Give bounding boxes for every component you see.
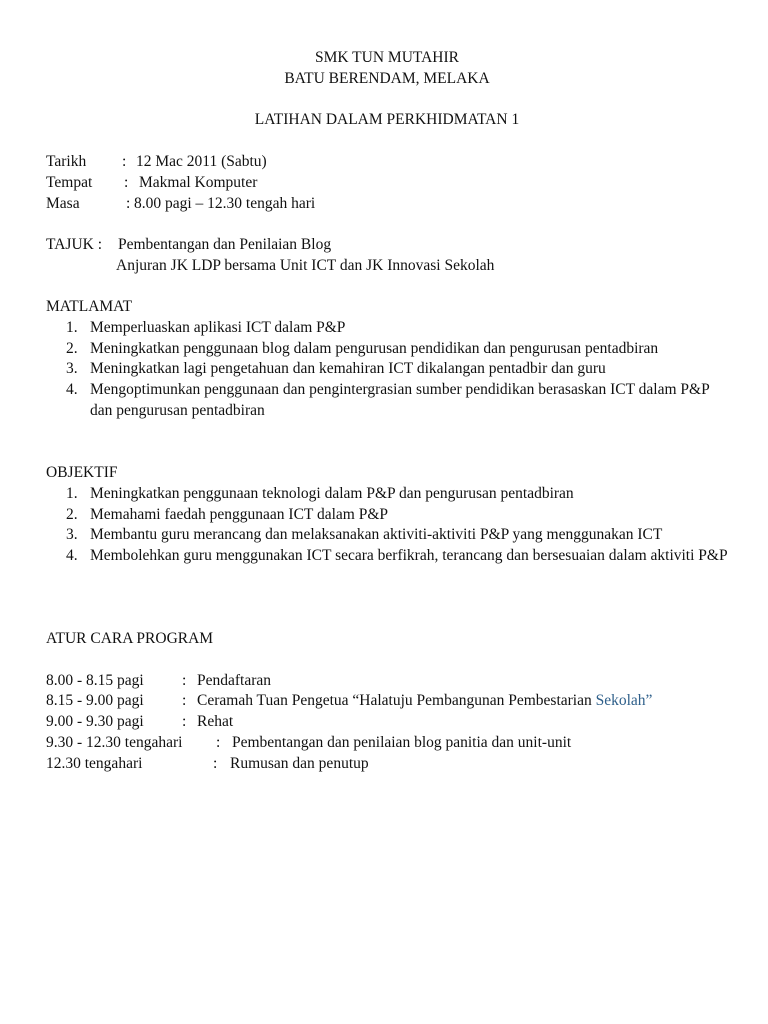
detail-separator: : xyxy=(126,194,131,212)
tajuk-line-1 xyxy=(46,235,728,256)
program-time: 12.30 tengahari xyxy=(46,754,143,772)
program-activity-text: Ceramah Tuan Pengetua “Halatuju Pembangunan Pembestarian xyxy=(197,692,596,710)
list-number: 1. xyxy=(66,484,78,502)
document-header xyxy=(46,48,728,131)
detail-label: Masa xyxy=(46,194,80,212)
program-separator: : xyxy=(182,671,187,689)
list-number: 4. xyxy=(66,381,78,399)
list-text: Mengoptimunkan penggunaan dan pengintergrasian sumber pendidikan berasaskan ICT dalam P&P dan pengurusan pentadbiran xyxy=(90,381,710,419)
list-item xyxy=(46,505,728,526)
school-name: SMK TUN MUTAHIR xyxy=(314,49,459,66)
detail-label: Tarikh xyxy=(46,153,87,170)
list-number: 2. xyxy=(66,339,78,357)
list-text: Membolehkan guru menggunakan ICT secara berfikrah, terancang dan bersesuaian dalam aktiviti P&P xyxy=(90,547,728,565)
program-row xyxy=(46,691,728,712)
tajuk-line-2 xyxy=(46,256,728,277)
program-row xyxy=(46,733,728,754)
detail-row-place xyxy=(46,173,728,194)
detail-row-time xyxy=(46,194,728,215)
list-item xyxy=(46,546,728,567)
matlamat-list xyxy=(46,318,728,422)
spacer xyxy=(46,650,728,671)
detail-value: 12 Mac 2011 (Sabtu) xyxy=(136,153,267,170)
objektif-heading: OBJEKTIF xyxy=(46,464,118,481)
program-activity: Rehat xyxy=(197,713,234,731)
list-number: 4. xyxy=(66,547,78,565)
details-section xyxy=(46,152,728,214)
objektif-section xyxy=(46,463,728,567)
program-time: 9.30 - 12.30 tengahari xyxy=(46,733,183,751)
detail-label: Tempat xyxy=(46,173,93,191)
detail-separator: : xyxy=(124,173,129,191)
program-time: 8.15 - 9.00 pagi xyxy=(46,692,144,710)
list-item xyxy=(46,484,728,505)
list-number: 3. xyxy=(66,360,78,378)
list-number: 3. xyxy=(66,526,78,544)
program-separator: : xyxy=(182,713,187,731)
list-item xyxy=(46,359,728,380)
program-activity-close-quote: ” xyxy=(645,692,653,710)
objektif-list xyxy=(46,484,728,567)
tajuk-title: Pembentangan dan Penilaian Blog xyxy=(118,236,332,253)
list-number: 2. xyxy=(66,505,78,523)
detail-separator: : xyxy=(122,153,127,170)
tajuk-label: TAJUK : xyxy=(46,236,103,253)
program-activity: Pembentangan dan penilaian blog panitia dan unit-unit xyxy=(232,733,572,751)
program-time: 9.00 - 9.30 pagi xyxy=(46,713,144,731)
list-text: Membantu guru merancang dan melaksanakan aktiviti-aktiviti P&P yang menggunakan ICT xyxy=(90,526,663,544)
program-activity: Rumusan dan penutup xyxy=(230,754,369,772)
list-item xyxy=(46,339,728,360)
list-text: Meningkatkan penggunaan teknologi dalam P&P dan pengurusan pentadbiran xyxy=(90,484,574,502)
program-separator: : xyxy=(213,754,218,772)
list-number: 1. xyxy=(66,318,78,336)
tajuk-section xyxy=(46,235,728,277)
program-section xyxy=(46,629,728,775)
program-activity xyxy=(197,691,652,712)
program-activity-highlight: Sekolah xyxy=(595,692,646,710)
list-item xyxy=(46,380,728,422)
tajuk-organizer: Anjuran JK LDP bersama Unit ICT dan JK Innovasi Sekolah xyxy=(116,256,495,274)
program-row xyxy=(46,712,728,733)
list-item xyxy=(46,525,728,546)
program-heading: ATUR CARA PROGRAM xyxy=(46,630,214,647)
detail-value: Makmal Komputer xyxy=(139,173,258,191)
list-item xyxy=(46,318,728,339)
detail-value: 8.00 pagi – 12.30 tengah hari xyxy=(134,194,316,212)
program-activity: Pendaftaran xyxy=(197,671,272,689)
matlamat-heading: MATLAMAT xyxy=(46,298,133,315)
list-text: Memperluaskan aplikasi ICT dalam P&P xyxy=(90,318,346,336)
program-row xyxy=(46,671,728,692)
program-row xyxy=(46,754,728,775)
list-text: Meningkatkan penggunaan blog dalam pengurusan pendidikan dan pengurusan pentadbiran xyxy=(90,339,659,357)
program-time: 8.00 - 8.15 pagi xyxy=(46,671,144,689)
list-text: Memahami faedah penggunaan ICT dalam P&P xyxy=(90,505,389,523)
school-location: BATU BERENDAM, MELAKA xyxy=(284,69,490,87)
program-separator: : xyxy=(182,692,187,710)
document-title: LATIHAN DALAM PERKHIDMATAN 1 xyxy=(254,111,520,129)
program-separator: : xyxy=(216,733,221,751)
detail-row-date xyxy=(46,152,728,173)
list-text: Meningkatkan lagi pengetahuan dan kemahiran ICT dikalangan pentadbir dan guru xyxy=(90,360,606,378)
matlamat-section xyxy=(46,297,728,422)
